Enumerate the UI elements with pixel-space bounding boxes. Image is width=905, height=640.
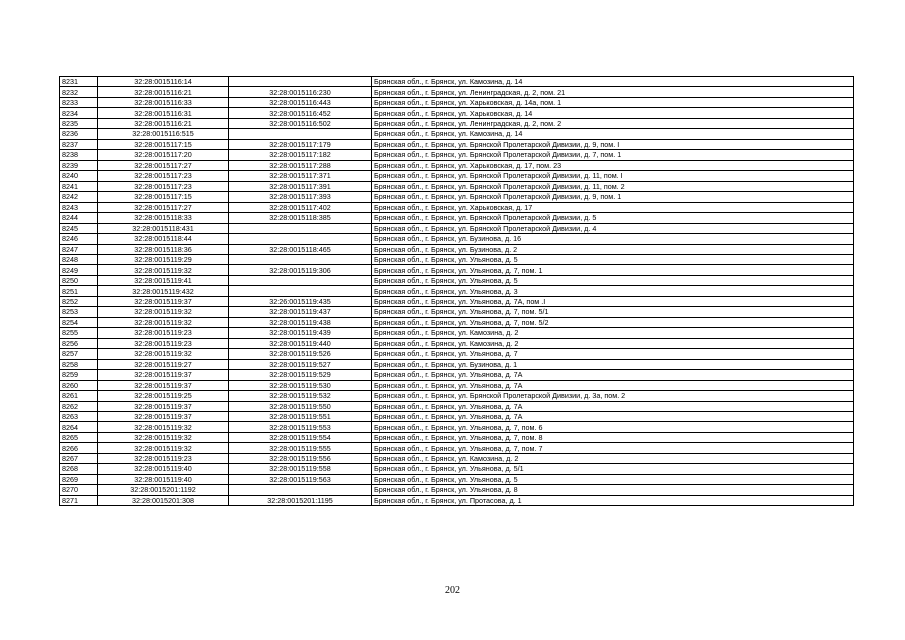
object-cadastral-number-cell: 32:28:0015117:402 [229,202,372,212]
land-cadastral-number-cell: 32:28:0015119:37 [98,380,229,390]
row-number-cell: 8252 [60,296,98,306]
object-cadastral-number-cell: 32:28:0015116:502 [229,118,372,128]
land-cadastral-number-cell: 32:28:0015117:15 [98,192,229,202]
address-cell: Брянская обл., г. Брянск, ул. Харьковская, д. 14 [372,108,854,118]
object-cadastral-number-cell [229,485,372,495]
object-cadastral-number-cell [229,223,372,233]
land-cadastral-number-cell: 32:28:0015119:432 [98,286,229,296]
land-cadastral-number-cell: 32:28:0015119:27 [98,359,229,369]
table-row [60,265,854,275]
land-cadastral-number-cell: 32:28:0015118:33 [98,213,229,223]
table-row [60,349,854,359]
land-cadastral-number-cell: 32:28:0015117:20 [98,150,229,160]
table-row [60,192,854,202]
address-cell: Брянская обл., г. Брянск, ул. Ульянова, д. 7 [372,349,854,359]
row-number-cell: 8238 [60,150,98,160]
land-cadastral-number-cell: 32:28:0015119:40 [98,464,229,474]
object-cadastral-number-cell: 32:28:0015119:527 [229,359,372,369]
table-row [60,401,854,411]
table-row [60,412,854,422]
table-row [60,234,854,244]
table-row [60,380,854,390]
row-number-cell: 8233 [60,97,98,107]
land-cadastral-number-cell: 32:28:0015117:27 [98,202,229,212]
land-cadastral-number-cell: 32:28:0015116:31 [98,108,229,118]
table-row [60,485,854,495]
address-cell: Брянская обл., г. Брянск, ул. Брянской Пролетарской Дивизии, д. 11, пом. I [372,171,854,181]
land-cadastral-number-cell: 32:28:0015117:23 [98,171,229,181]
address-cell: Брянская обл., г. Брянск, ул. Брянской Пролетарской Дивизии, д. 5 [372,213,854,223]
address-cell: Брянская обл., г. Брянск, ул. Камозина, д. 2 [372,328,854,338]
land-cadastral-number-cell: 32:28:0015119:23 [98,328,229,338]
table-row [60,317,854,327]
land-cadastral-number-cell: 32:28:0015116:515 [98,129,229,139]
row-number-cell: 8255 [60,328,98,338]
land-cadastral-number-cell: 32:28:0015116:14 [98,77,229,87]
object-cadastral-number-cell: 32:28:0015117:393 [229,192,372,202]
address-cell: Брянская обл., г. Брянск, ул. Ульянова, д. 3 [372,286,854,296]
table-row [60,118,854,128]
table-row [60,171,854,181]
object-cadastral-number-cell: 32:28:0015119:554 [229,432,372,442]
land-cadastral-number-cell: 32:28:0015119:32 [98,265,229,275]
address-cell: Брянская обл., г. Брянск, ул. Ульянова, д. 7, пом. 6 [372,422,854,432]
table-row [60,286,854,296]
table-row [60,254,854,264]
object-cadastral-number-cell: 32:28:0015116:452 [229,108,372,118]
row-number-cell: 8245 [60,223,98,233]
object-cadastral-number-cell: 32:28:0015119:438 [229,317,372,327]
table-row [60,213,854,223]
row-number-cell: 8236 [60,129,98,139]
table-row [60,108,854,118]
object-cadastral-number-cell: 32:28:0015117:371 [229,171,372,181]
row-number-cell: 8232 [60,87,98,97]
row-number-cell: 8250 [60,275,98,285]
object-cadastral-number-cell: 32:28:0015119:553 [229,422,372,432]
address-cell: Брянская обл., г. Брянск, ул. Брянской Пролетарской Дивизии, д. 9, пом. I [372,139,854,149]
address-cell: Брянская обл., г. Брянск, ул. Ульянова, д. 7А [372,401,854,411]
land-cadastral-number-cell: 32:28:0015201:308 [98,495,229,505]
object-cadastral-number-cell [229,129,372,139]
row-number-cell: 8260 [60,380,98,390]
land-cadastral-number-cell: 32:28:0015119:23 [98,453,229,463]
table-row [60,87,854,97]
row-number-cell: 8270 [60,485,98,495]
land-cadastral-number-cell: 32:28:0015119:40 [98,474,229,484]
land-cadastral-number-cell: 32:28:0015118:44 [98,234,229,244]
object-cadastral-number-cell: 32:28:0015119:563 [229,474,372,484]
address-cell: Брянская обл., г. Брянск, ул. Ульянова, д. 7А [372,380,854,390]
row-number-cell: 8253 [60,307,98,317]
object-cadastral-number-cell: 32:28:0015119:529 [229,370,372,380]
land-cadastral-number-cell: 32:28:0015116:21 [98,87,229,97]
object-cadastral-number-cell [229,234,372,244]
table-row [60,495,854,505]
object-cadastral-number-cell: 32:28:0015119:437 [229,307,372,317]
object-cadastral-number-cell [229,286,372,296]
table-row [60,474,854,484]
address-cell: Брянская обл., г. Брянск, ул. Харьковская, д. 17, пом. 23 [372,160,854,170]
land-cadastral-number-cell: 32:28:0015119:25 [98,391,229,401]
address-cell: Брянская обл., г. Брянск, ул. Ульянова, д. 5 [372,254,854,264]
land-cadastral-number-cell: 32:28:0015119:29 [98,254,229,264]
table-row [60,202,854,212]
object-cadastral-number-cell: 32:26:0015119:435 [229,296,372,306]
table-row [60,464,854,474]
object-cadastral-number-cell [229,77,372,87]
address-cell: Брянская обл., г. Брянск, ул. Бузинова, д. 2 [372,244,854,254]
table-row [60,160,854,170]
row-number-cell: 8237 [60,139,98,149]
address-cell: Брянская обл., г. Брянск, ул. Брянской Пролетарской Дивизии, д. 9, пом. 1 [372,192,854,202]
object-cadastral-number-cell: 32:28:0015119:550 [229,401,372,411]
address-cell: Брянская обл., г. Брянск, ул. Брянской Пролетарской Дивизии, д. 4 [372,223,854,233]
land-cadastral-number-cell: 32:28:0015119:37 [98,412,229,422]
land-cadastral-number-cell: 32:28:0015119:32 [98,432,229,442]
object-cadastral-number-cell: 32:28:0015117:391 [229,181,372,191]
row-number-cell: 8242 [60,192,98,202]
land-cadastral-number-cell: 32:28:0015119:41 [98,275,229,285]
table-row [60,77,854,87]
row-number-cell: 8243 [60,202,98,212]
row-number-cell: 8265 [60,432,98,442]
address-cell: Брянская обл., г. Брянск, ул. Протасова, д. 1 [372,495,854,505]
row-number-cell: 8231 [60,77,98,87]
land-cadastral-number-cell: 32:28:0015119:37 [98,296,229,306]
row-number-cell: 8249 [60,265,98,275]
land-cadastral-number-cell: 32:28:0015118:431 [98,223,229,233]
row-number-cell: 8261 [60,391,98,401]
address-cell: Брянская обл., г. Брянск, ул. Камозина, д. 2 [372,338,854,348]
address-cell: Брянская обл., г. Брянск, ул. Ульянова, д. 7, пом. 8 [372,432,854,442]
object-cadastral-number-cell: 32:28:0015117:182 [229,150,372,160]
object-cadastral-number-cell: 32:28:0015119:440 [229,338,372,348]
row-number-cell: 8254 [60,317,98,327]
address-cell: Брянская обл., г. Брянск, ул. Ульянова, д. 7, пом. 1 [372,265,854,275]
address-cell: Брянская обл., г. Брянск, ул. Харьковская, д. 17 [372,202,854,212]
table-row [60,223,854,233]
object-cadastral-number-cell: 32:28:0015119:306 [229,265,372,275]
row-number-cell: 8268 [60,464,98,474]
object-cadastral-number-cell: 32:28:0015201:1195 [229,495,372,505]
row-number-cell: 8258 [60,359,98,369]
object-cadastral-number-cell: 32:28:0015119:555 [229,443,372,453]
table-row [60,443,854,453]
row-number-cell: 8271 [60,495,98,505]
address-cell: Брянская обл., г. Брянск, ул. Ленинградская, д. 2, пом. 2 [372,118,854,128]
table-row [60,244,854,254]
land-cadastral-number-cell: 32:28:0015119:32 [98,422,229,432]
registry-table-body [60,77,854,506]
object-cadastral-number-cell: 32:28:0015119:439 [229,328,372,338]
row-number-cell: 8246 [60,234,98,244]
land-cadastral-number-cell: 32:28:0015117:23 [98,181,229,191]
object-cadastral-number-cell: 32:28:0015119:551 [229,412,372,422]
address-cell: Брянская обл., г. Брянск, ул. Ульянова, д. 5/1 [372,464,854,474]
table-row [60,422,854,432]
row-number-cell: 8266 [60,443,98,453]
land-cadastral-number-cell: 32:28:0015119:32 [98,349,229,359]
address-cell: Брянская обл., г. Брянск, ул. Брянской Пролетарской Дивизии, д. 11, пом. 2 [372,181,854,191]
row-number-cell: 8267 [60,453,98,463]
row-number-cell: 8264 [60,422,98,432]
object-cadastral-number-cell: 32:28:0015119:532 [229,391,372,401]
address-cell: Брянская обл., г. Брянск, ул. Ульянова, д. 7А, пом .I [372,296,854,306]
table-row [60,432,854,442]
address-cell: Брянская обл., г. Брянск, ул. Ульянова, д. 7, пом. 7 [372,443,854,453]
table-row [60,359,854,369]
row-number-cell: 8269 [60,474,98,484]
address-cell: Брянская обл., г. Брянск, ул. Ульянова, д. 5 [372,474,854,484]
address-cell: Брянская обл., г. Брянск, ул. Бузинова, д. 16 [372,234,854,244]
row-number-cell: 8239 [60,160,98,170]
land-cadastral-number-cell: 32:28:0015119:37 [98,401,229,411]
object-cadastral-number-cell: 32:28:0015116:230 [229,87,372,97]
object-cadastral-number-cell [229,254,372,264]
table-row [60,307,854,317]
row-number-cell: 8251 [60,286,98,296]
object-cadastral-number-cell: 32:28:0015118:465 [229,244,372,254]
table-row [60,181,854,191]
table-row [60,370,854,380]
address-cell: Брянская обл., г. Брянск, ул. Харьковская, д. 14а, пом. 1 [372,97,854,107]
table-row [60,296,854,306]
table-row [60,97,854,107]
address-cell: Брянская обл., г. Брянск, ул. Бузинова, д. 1 [372,359,854,369]
address-cell: Брянская обл., г. Брянск, ул. Камозина, д. 14 [372,77,854,87]
object-cadastral-number-cell: 32:28:0015119:530 [229,380,372,390]
land-cadastral-number-cell: 32:28:0015119:37 [98,370,229,380]
address-cell: Брянская обл., г. Брянск, ул. Брянской Пролетарской Дивизии, д. 7, пом. 1 [372,150,854,160]
table-row [60,275,854,285]
address-cell: Брянская обл., г. Брянск, ул. Ленинградская, д. 2, пом. 21 [372,87,854,97]
address-cell: Брянская обл., г. Брянск, ул. Ульянова, д. 8 [372,485,854,495]
row-number-cell: 8262 [60,401,98,411]
land-cadastral-number-cell: 32:28:0015119:32 [98,443,229,453]
row-number-cell: 8263 [60,412,98,422]
table-row [60,453,854,463]
address-cell: Брянская обл., г. Брянск, ул. Брянской Пролетарской Дивизии, д. 3а, пом. 2 [372,391,854,401]
object-cadastral-number-cell [229,275,372,285]
land-cadastral-number-cell: 32:28:0015116:21 [98,118,229,128]
object-cadastral-number-cell: 32:28:0015119:556 [229,453,372,463]
row-number-cell: 8257 [60,349,98,359]
table-row [60,129,854,139]
row-number-cell: 8259 [60,370,98,380]
row-number-cell: 8234 [60,108,98,118]
land-cadastral-number-cell: 32:28:0015119:32 [98,307,229,317]
land-cadastral-number-cell: 32:28:0015117:27 [98,160,229,170]
table-row [60,391,854,401]
object-cadastral-number-cell: 32:28:0015119:558 [229,464,372,474]
object-cadastral-number-cell: 32:28:0015118:385 [229,213,372,223]
table-row [60,328,854,338]
address-cell: Брянская обл., г. Брянск, ул. Ульянова, д. 5 [372,275,854,285]
address-cell: Брянская обл., г. Брянск, ул. Камозина, д. 2 [372,453,854,463]
object-cadastral-number-cell: 32:28:0015116:443 [229,97,372,107]
land-cadastral-number-cell: 32:28:0015117:15 [98,139,229,149]
row-number-cell: 8240 [60,171,98,181]
table-row [60,150,854,160]
land-cadastral-number-cell: 32:28:0015119:32 [98,317,229,327]
row-number-cell: 8248 [60,254,98,264]
address-cell: Брянская обл., г. Брянск, ул. Камозина, д. 14 [372,129,854,139]
land-cadastral-number-cell: 32:28:0015119:23 [98,338,229,348]
table-row [60,139,854,149]
land-cadastral-number-cell: 32:28:0015201:1192 [98,485,229,495]
land-cadastral-number-cell: 32:28:0015116:33 [98,97,229,107]
address-cell: Брянская обл., г. Брянск, ул. Ульянова, д. 7А [372,370,854,380]
address-cell: Брянская обл., г. Брянск, ул. Ульянова, д. 7, пом. 5/2 [372,317,854,327]
table-row [60,338,854,348]
land-cadastral-number-cell: 32:28:0015118:36 [98,244,229,254]
row-number-cell: 8235 [60,118,98,128]
object-cadastral-number-cell: 32:28:0015119:526 [229,349,372,359]
address-cell: Брянская обл., г. Брянск, ул. Ульянова, д. 7, пом. 5/1 [372,307,854,317]
object-cadastral-number-cell: 32:28:0015117:288 [229,160,372,170]
row-number-cell: 8256 [60,338,98,348]
row-number-cell: 8247 [60,244,98,254]
row-number-cell: 8241 [60,181,98,191]
address-cell: Брянская обл., г. Брянск, ул. Ульянова, д. 7А [372,412,854,422]
row-number-cell: 8244 [60,213,98,223]
object-cadastral-number-cell: 32:28:0015117:179 [229,139,372,149]
page-number: 202 [445,585,460,596]
registry-table [59,76,854,506]
